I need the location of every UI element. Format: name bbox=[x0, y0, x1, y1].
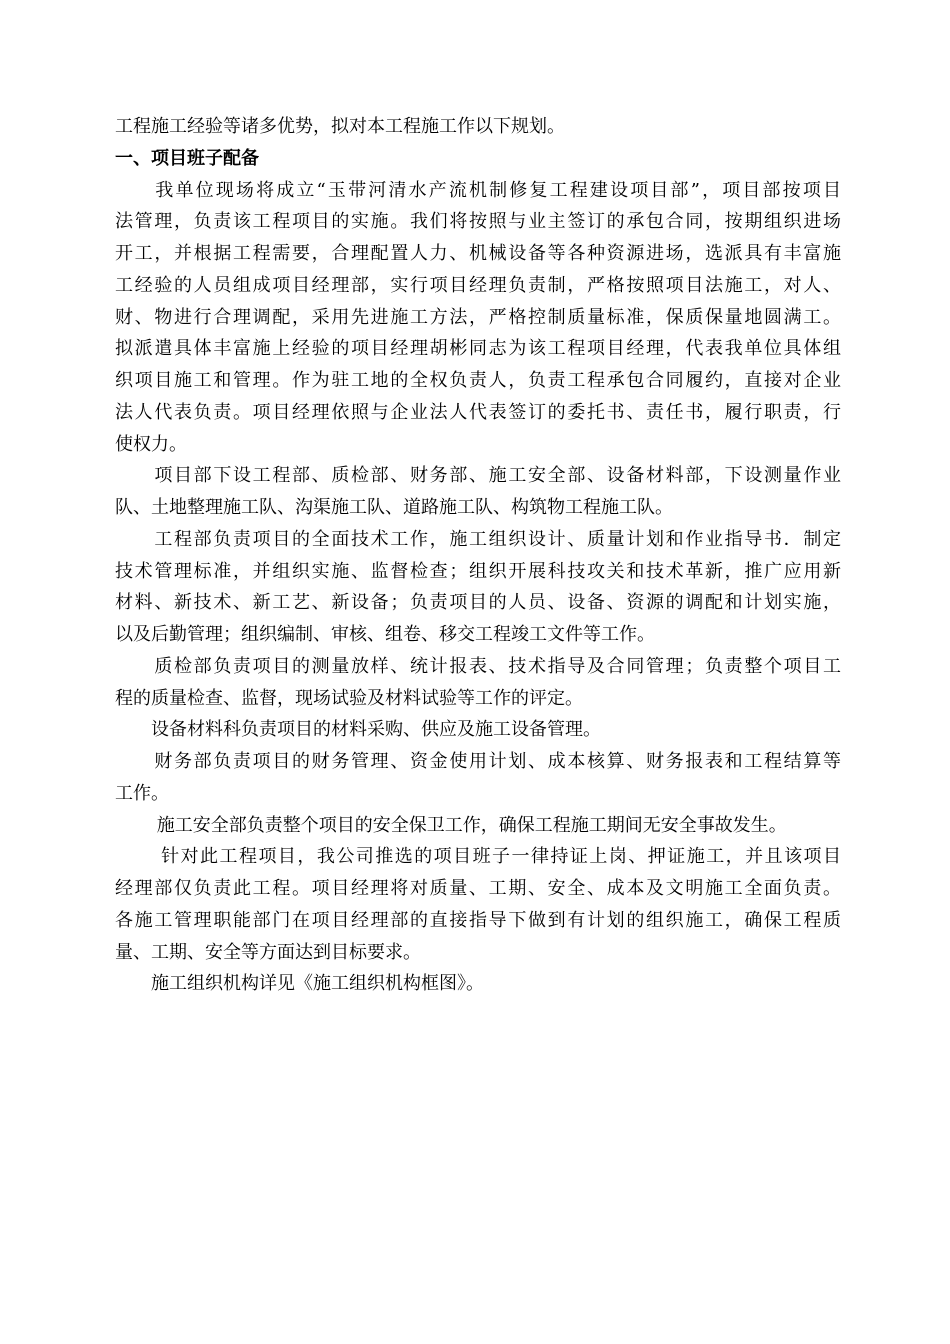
body-text-line: 施工安全部负责整个项目的安全保卫工作，确保工程施工期间无安全事故发生。 bbox=[115, 814, 787, 836]
body-text-line: 工程施工经验等诸多优势，拟对本工程施工作以下规划。 bbox=[115, 116, 565, 137]
body-text-line: 使权力。 bbox=[115, 433, 187, 455]
body-text-line: 质检部负责项目的测量放样、统计报表、技术指导及合同管理；负责整个项目工 bbox=[115, 655, 841, 677]
body-text-line: 各施工管理职能部门在项目经理部的直接指导下做到有计划的组织施工，确保工程质 bbox=[115, 909, 841, 931]
body-text-line: 量、工期、安全等方面达到目标要求。 bbox=[115, 941, 421, 963]
body-text-line: 程的质量检查、监督，现场试验及材料试验等工作的评定。 bbox=[115, 687, 583, 709]
body-text-line: 施工组织机构详见《施工组织机构框图》。 bbox=[115, 973, 484, 995]
body-text-line: 财务部负责项目的财务管理、资金使用计划、成本核算、财务报表和工程结算等 bbox=[115, 751, 841, 772]
section-heading: 一、项目班子配备 bbox=[115, 147, 259, 169]
body-text-line: 工作。 bbox=[115, 782, 169, 804]
body-text-line: 法管理，负责该工程项目的实施。我们将按照与业主签订的承包合同，按期组织进场 bbox=[115, 211, 841, 233]
body-text-line: 队、土地整理施工队、沟渠施工队、道路施工队、构筑物工程施工队。 bbox=[115, 497, 673, 518]
body-text-line: 拟派遣具体丰富施上经验的项目经理胡彬同志为该工程项目经理，代表我单位具体组 bbox=[115, 338, 841, 360]
body-text-line: 法人代表负责。项目经理依照与企业法人代表签订的委托书、责任书，履行职责，行 bbox=[115, 401, 841, 423]
body-text-line: 材料、新技术、新工艺、新设备；负责项目的人员、设备、资源的调配和计划实施， bbox=[115, 592, 841, 614]
body-text-line: 工程部负责项目的全面技术工作，施工组织设计、质量计划和作业指导书．制定 bbox=[115, 528, 841, 550]
body-text-line: 技术管理标准，并组织实施、监督检查；组织开展科技攻关和技术革新，推广应用新 bbox=[115, 560, 841, 582]
body-text-line: 项目部下设工程部、质检部、财务部、施工安全部、设备材料部，下设测量作业 bbox=[115, 465, 841, 487]
body-text-line: 经理部仅负责此工程。项目经理将对质量、工期、安全、成本及文明施工全面负责。 bbox=[115, 878, 841, 899]
body-text-line: 开工，并根据工程需要，合理配置人力、机械设备等各种资源进场，选派具有丰富施 bbox=[115, 243, 841, 264]
document-page bbox=[115, 111, 841, 1000]
body-text-line: 工经验的人员组成项目经理部，实行项目经理负责制，严格按照项目法施工，对人、 bbox=[115, 274, 841, 296]
body-text-line: 织项目施工和管理。作为驻工地的全权负责人，负责工程承包合同履约，直接对企业 bbox=[115, 370, 841, 391]
body-text-line: 我单位现场将成立“玉带河清水产流机制修复工程建设项目部”，项目部按项目 bbox=[115, 179, 841, 201]
body-text-line: 设备材料科负责项目的材料采购、供应及施工设备管理。 bbox=[115, 719, 601, 741]
body-text-line: 财、物进行合理调配，采用先进施工方法，严格控制质量标准，保质保量地圆满工。 bbox=[115, 306, 841, 328]
body-text-line: 以及后勤管理；组织编制、审核、组卷、移交工程竣工文件等工作。 bbox=[115, 624, 655, 645]
body-text-line: 针对此工程项目，我公司推选的项目班子一律持证上岗、押证施工，并且该项目 bbox=[115, 846, 841, 868]
